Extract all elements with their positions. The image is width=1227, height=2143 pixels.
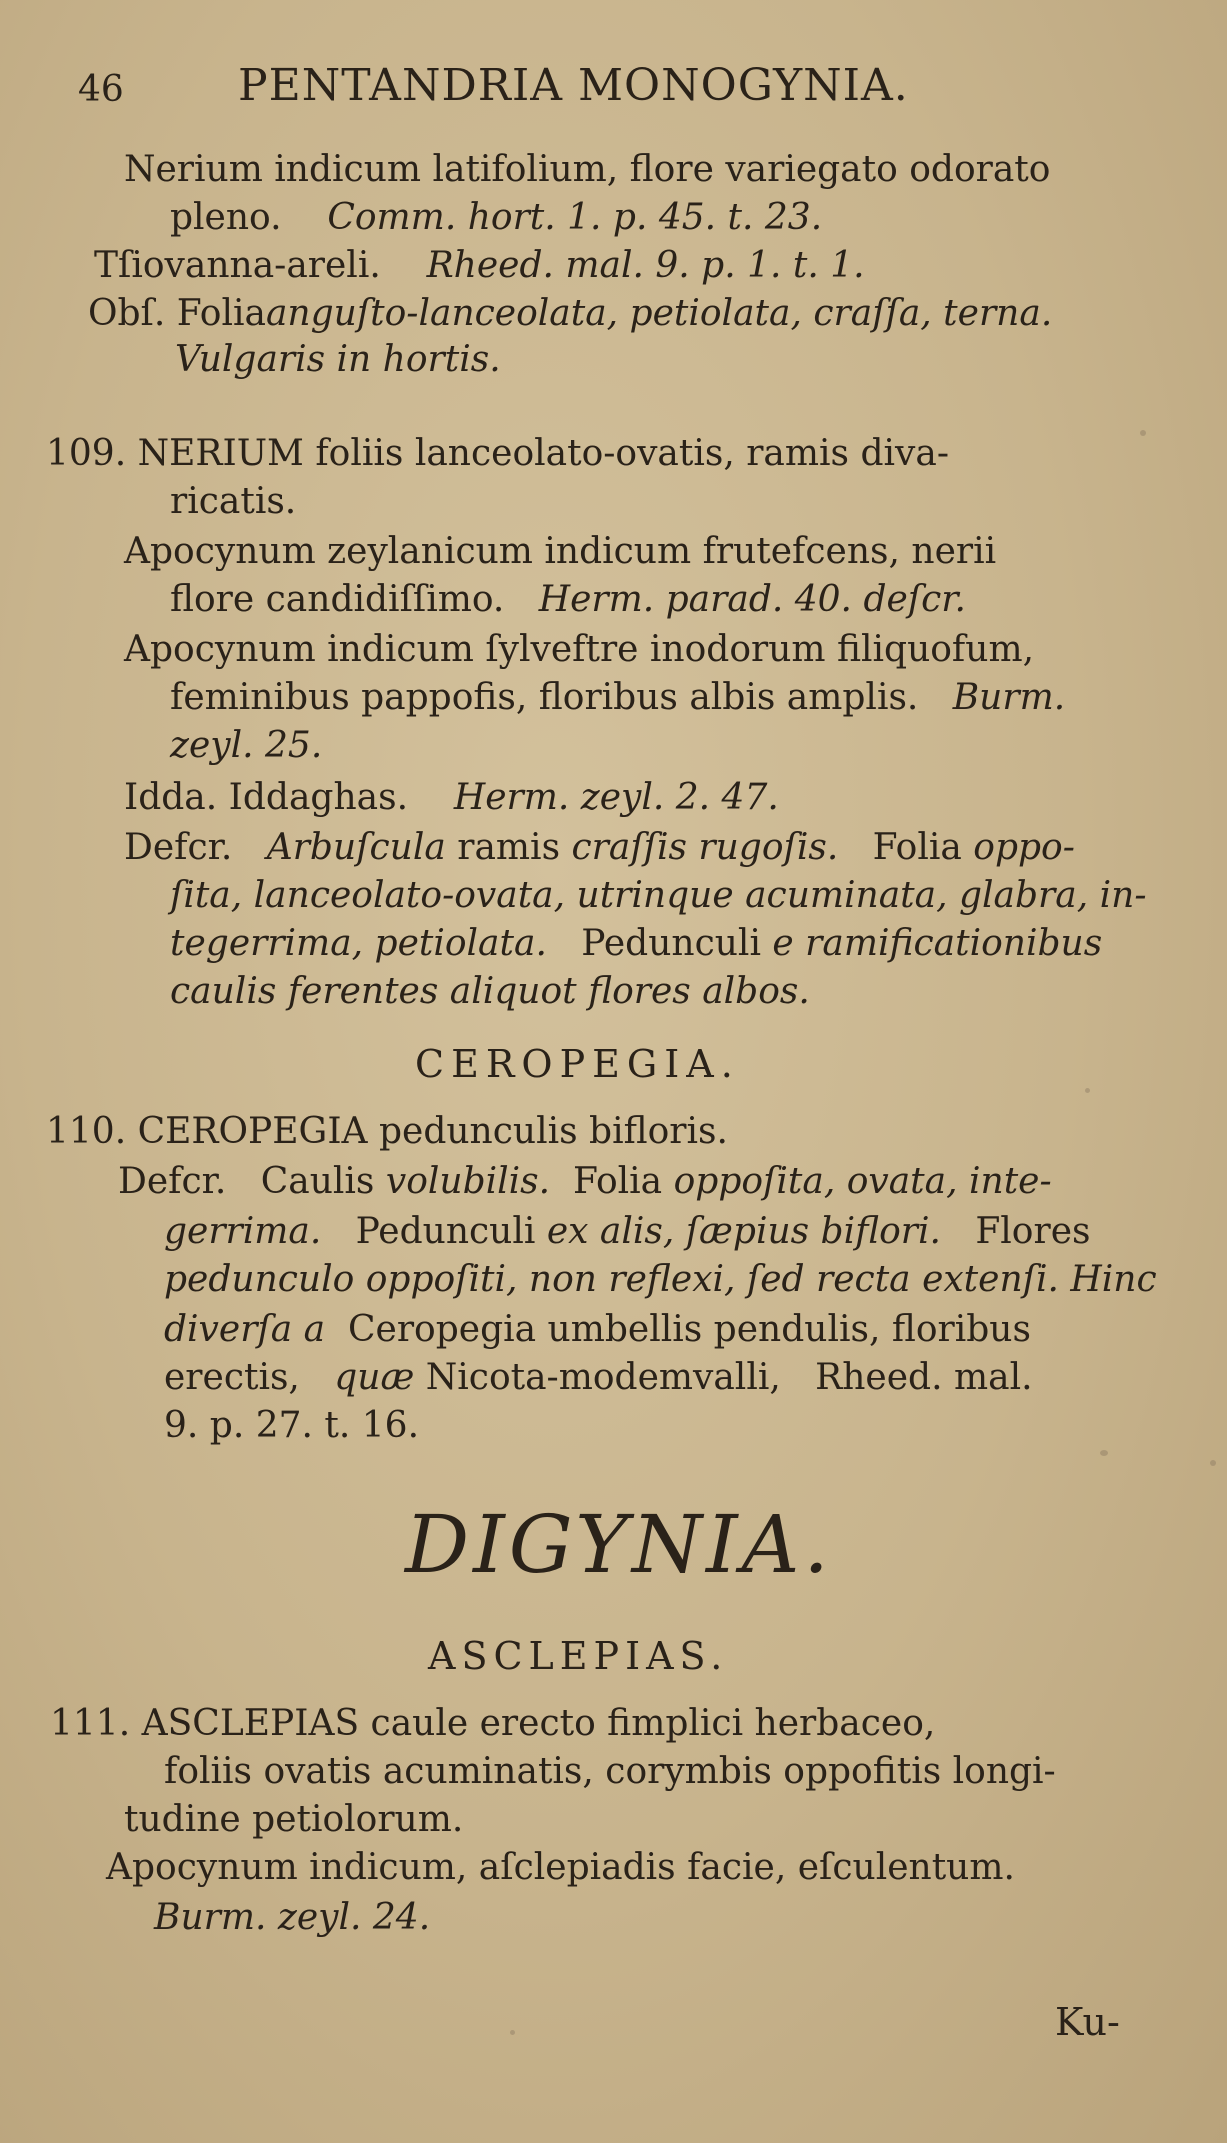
entry-a-line-4: Obſ. Foliaanguſto-lanceolata, petiolata, craſſa, terna.: [88, 293, 1053, 334]
entry-110-line-6: erectis, quæ Nicota-modemvalli, Rheed. mal.: [164, 1357, 1033, 1398]
page-number: 46: [78, 69, 124, 110]
entry-111-line-3: tudine petiolorum.: [124, 1799, 464, 1840]
entry-109-line-4: flore candidiſſimo. Herm. parad. 40. deſcr.: [170, 579, 966, 620]
entry-111-line-1: 111. ASCLEPIAS caule erecto fimplici herbaceo,: [50, 1703, 936, 1744]
entry-110-line-2: Defcr. Caulis volubilis. Folia oppoſita, ovata, inte-: [118, 1161, 1052, 1202]
entry-a-line-3: Tſiovanna-areli. Rheed. mal. 9. p. 1. t. 1.: [94, 245, 865, 286]
entry-110-line-5: diverſa a Ceropegia umbellis pendulis, floribus: [164, 1309, 1031, 1350]
catchword: Ku-: [1055, 2000, 1120, 2044]
entry-110-line-4: pedunculo oppoſiti, non reflexi, ſed recta extenſi. Hinc: [164, 1259, 1157, 1300]
entry-111-line-5: Burm. zeyl. 24.: [154, 1897, 431, 1938]
entry-109-line-7: zeyl. 25.: [170, 725, 323, 766]
entry-109-line-8: Idda. Iddaghas. Herm. zeyl. 2. 47.: [124, 777, 779, 818]
genus-heading-asclepias: ASCLEPIAS.: [428, 1634, 729, 1678]
entry-109-line-11: tegerrima, petiolata. Pedunculi e ramificationibus: [170, 923, 1103, 964]
entry-110-line-3: gerrima. Pedunculi ex alis, ſæpius biflori. Flores: [164, 1211, 1091, 1252]
entry-109-line-1: 109. NERIUM foliis lanceolato-ovatis, ramis diva-: [46, 433, 949, 474]
entry-109-line-2: ricatis.: [170, 481, 297, 522]
paper-speck: [1210, 1460, 1216, 1466]
entry-a-line-2: pleno. Comm. hort. 1. p. 45. t. 23.: [170, 197, 823, 238]
entry-111-line-2: foliis ovatis acuminatis, corymbis oppofitis longi-: [164, 1751, 1056, 1792]
entry-111-line-4: Apocynum indicum, aſclepiadis facie, eſculentum.: [106, 1847, 1015, 1888]
entry-109-line-5: Apocynum indicum ſylveftre inodorum filiquofum,: [124, 629, 1035, 670]
entry-a-line-1: Nerium indicum latifolium, flore variegato odorato: [124, 149, 1051, 190]
entry-110-line-1: 110. CEROPEGIA pedunculis bifloris.: [46, 1111, 728, 1152]
entry-109-line-3: Apocynum zeylanicum indicum frutefcens, nerii: [124, 531, 997, 572]
running-head: PENTANDRIA MONOGYNIA.: [238, 60, 909, 111]
entry-109-line-10: ſita, lanceolato-ovata, utrinque acuminata, glabra, in-: [170, 875, 1147, 916]
section-heading-digynia: DIGYNIA.: [405, 1498, 833, 1591]
section-heading-ceropegia: CEROPEGIA.: [415, 1042, 740, 1086]
entry-a-line-5: Vulgaris in hortis.: [175, 339, 501, 380]
entry-109-line-9: Defcr. Arbuſcula ramis craſſis rugoſis. Folia oppo-: [124, 827, 1075, 868]
paper-speck: [510, 2030, 515, 2035]
paper-speck: [1100, 1450, 1108, 1456]
paper-speck: [1140, 430, 1146, 436]
entry-109-line-6: feminibus pappofis, floribus albis amplis. Burm.: [170, 677, 1066, 718]
paper-speck: [1085, 1088, 1090, 1093]
entry-109-line-12: caulis ferentes aliquot flores albos.: [170, 971, 810, 1012]
entry-110-line-7: 9. p. 27. t. 16.: [164, 1405, 420, 1446]
